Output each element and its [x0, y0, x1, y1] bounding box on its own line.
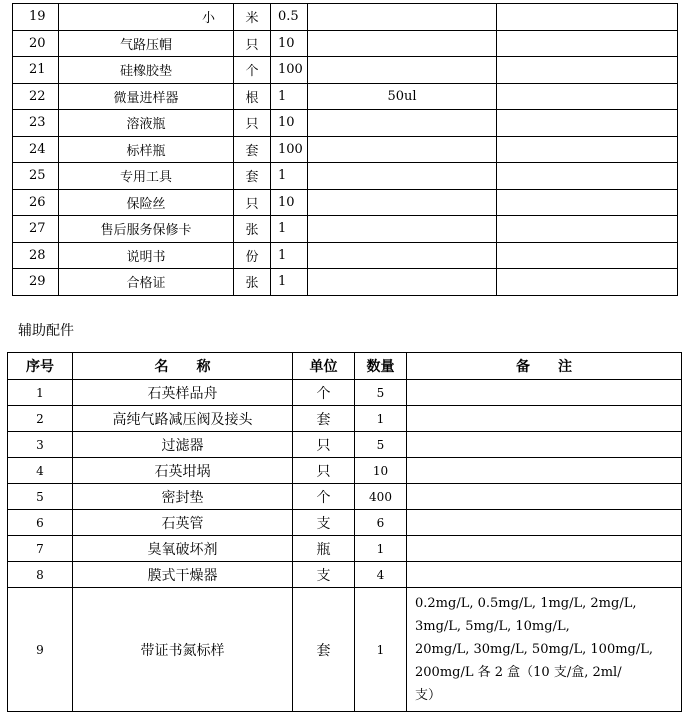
- cell-note: [308, 30, 497, 57]
- note-line: 0.2mg/L, 0.5mg/L, 1mg/L, 2mg/L,: [415, 596, 637, 611]
- cell-qty: 1: [355, 406, 407, 432]
- table-header-row: [8, 353, 682, 380]
- cell-name: 膜式干燥器: [73, 562, 293, 588]
- cell-extra: [497, 4, 678, 31]
- cell-unit: 套: [293, 588, 355, 712]
- cell-qty: 0.5: [271, 4, 308, 31]
- cell-name: 密封垫: [73, 484, 293, 510]
- cell-no: 1: [8, 380, 73, 406]
- cell-name: 臭氧破坏剂: [73, 536, 293, 562]
- note-line: 支）: [415, 688, 442, 703]
- cell-no: 26: [13, 189, 59, 216]
- cell-qty: 6: [355, 510, 407, 536]
- cell-extra: [497, 57, 678, 84]
- cell-extra: [497, 216, 678, 243]
- cell-name: 带证书氮标样: [73, 588, 293, 712]
- table-row: [8, 406, 682, 432]
- cell-extra: [497, 110, 678, 137]
- cell-name: 过滤器: [73, 432, 293, 458]
- cell-note: [407, 432, 682, 458]
- cell-unit: 瓶: [293, 536, 355, 562]
- cell-extra: [497, 163, 678, 190]
- table-row: [8, 432, 682, 458]
- table-row: [8, 458, 682, 484]
- cell-note: [407, 536, 682, 562]
- cell-extra: [497, 269, 678, 296]
- cell-no: 29: [13, 269, 59, 296]
- cell-name: 保险丝: [59, 189, 234, 216]
- cell-qty: 10: [271, 30, 308, 57]
- header-unit: 单位: [293, 353, 355, 380]
- cell-qty: 1: [271, 269, 308, 296]
- cell-no: 7: [8, 536, 73, 562]
- cell-qty: 1: [355, 536, 407, 562]
- cell-name: 微量进样器: [59, 83, 234, 110]
- note-line: 3mg/L, 5mg/L, 10mg/L,: [415, 619, 570, 634]
- header-note: 备 注: [407, 353, 682, 380]
- cell-note: [308, 110, 497, 137]
- cell-unit: 米: [234, 4, 271, 31]
- cell-note: 50ul: [308, 83, 497, 110]
- cell-qty: 5: [355, 432, 407, 458]
- cell-name: 标样瓶: [59, 136, 234, 163]
- cell-note: [407, 484, 682, 510]
- cell-no: 20: [13, 30, 59, 57]
- cell-unit: 只: [293, 432, 355, 458]
- header-name: 名 称: [73, 353, 293, 380]
- cell-name: 售后服务保修卡: [59, 216, 234, 243]
- table-row: [13, 57, 678, 84]
- cell-unit: 个: [293, 484, 355, 510]
- cell-extra: [497, 30, 678, 57]
- cell-unit: 根: [234, 83, 271, 110]
- cell-no: 22: [13, 83, 59, 110]
- cell-note: [407, 562, 682, 588]
- cell-note: [308, 163, 497, 190]
- table-row: [13, 269, 678, 296]
- table-row: [13, 83, 678, 110]
- cell-name: 石英管: [73, 510, 293, 536]
- table-row: [13, 163, 678, 190]
- cell-name: 高纯气路减压阀及接头: [73, 406, 293, 432]
- cell-no: 9: [8, 588, 73, 712]
- cell-name: 专用工具: [59, 163, 234, 190]
- cell-qty: 1: [271, 242, 308, 269]
- auxiliary-parts-table: [7, 352, 682, 712]
- table-row: [8, 536, 682, 562]
- cell-no: 25: [13, 163, 59, 190]
- cell-note: [308, 242, 497, 269]
- header-no: 序号: [8, 353, 73, 380]
- cell-qty: 10: [271, 110, 308, 137]
- cell-note: [407, 510, 682, 536]
- cell-note: [407, 380, 682, 406]
- cell-unit: 只: [293, 458, 355, 484]
- cell-unit: 支: [293, 562, 355, 588]
- cell-no: 28: [13, 242, 59, 269]
- cell-extra: [497, 136, 678, 163]
- cell-name: 气路压帽: [59, 30, 234, 57]
- cell-qty: 4: [355, 562, 407, 588]
- table-row: [8, 588, 682, 712]
- cell-qty: 10: [355, 458, 407, 484]
- cell-unit: 个: [293, 380, 355, 406]
- cell-no: 6: [8, 510, 73, 536]
- cell-no: 23: [13, 110, 59, 137]
- table-row: [8, 380, 682, 406]
- table-row: [13, 4, 678, 31]
- cell-note: [308, 216, 497, 243]
- cell-note: [407, 588, 682, 712]
- cell-unit: 份: [234, 242, 271, 269]
- cell-unit: 套: [234, 136, 271, 163]
- table-row: [13, 242, 678, 269]
- cell-extra: [497, 242, 678, 269]
- cell-qty: 1: [355, 588, 407, 712]
- cell-no: 4: [8, 458, 73, 484]
- cell-qty: 100: [271, 57, 308, 84]
- cell-unit: 套: [293, 406, 355, 432]
- table-row: [13, 136, 678, 163]
- cell-name: 小: [59, 4, 234, 31]
- cell-unit: 只: [234, 110, 271, 137]
- cell-qty: 1: [271, 83, 308, 110]
- cell-qty: 100: [271, 136, 308, 163]
- cell-no: 27: [13, 216, 59, 243]
- cell-no: 2: [8, 406, 73, 432]
- note-line: 20mg/L, 30mg/L, 50mg/L, 100mg/L,: [415, 642, 654, 657]
- table-row: [8, 484, 682, 510]
- cell-qty: 1: [271, 216, 308, 243]
- table-row: [13, 216, 678, 243]
- cell-unit: 只: [234, 30, 271, 57]
- cell-name: 硅橡胶垫: [59, 57, 234, 84]
- cell-no: 5: [8, 484, 73, 510]
- cell-qty: 400: [355, 484, 407, 510]
- cell-unit: 张: [234, 216, 271, 243]
- table-row: [8, 562, 682, 588]
- cell-note: [308, 57, 497, 84]
- cell-note: [407, 406, 682, 432]
- cell-name: 说明书: [59, 242, 234, 269]
- cell-name: 石英坩埚: [73, 458, 293, 484]
- table-row: [13, 110, 678, 137]
- cell-note: [308, 4, 497, 31]
- cell-note: [308, 269, 497, 296]
- cell-unit: 张: [234, 269, 271, 296]
- section-title: 辅助配件: [18, 323, 74, 339]
- cell-qty: 10: [271, 189, 308, 216]
- cell-no: 24: [13, 136, 59, 163]
- cell-unit: 只: [234, 189, 271, 216]
- table-row: [13, 30, 678, 57]
- cell-no: 3: [8, 432, 73, 458]
- cell-no: 8: [8, 562, 73, 588]
- accessory-table-continued: [12, 3, 678, 296]
- cell-unit: 个: [234, 57, 271, 84]
- cell-no: 21: [13, 57, 59, 84]
- cell-name: 溶液瓶: [59, 110, 234, 137]
- note-line: 200mg/L 各 2 盒（10 支/盒, 2ml/: [415, 665, 622, 680]
- table-row: [8, 510, 682, 536]
- cell-qty: 5: [355, 380, 407, 406]
- cell-name: 石英样品舟: [73, 380, 293, 406]
- cell-unit: 套: [234, 163, 271, 190]
- cell-unit: 支: [293, 510, 355, 536]
- cell-note: [308, 136, 497, 163]
- table-row: [13, 189, 678, 216]
- cell-qty: 1: [271, 163, 308, 190]
- cell-note: [308, 189, 497, 216]
- cell-no: 19: [13, 4, 59, 31]
- header-qty: 数量: [355, 353, 407, 380]
- cell-extra: [497, 189, 678, 216]
- cell-extra: [497, 83, 678, 110]
- cell-name: 合格证: [59, 269, 234, 296]
- cell-note: [407, 458, 682, 484]
